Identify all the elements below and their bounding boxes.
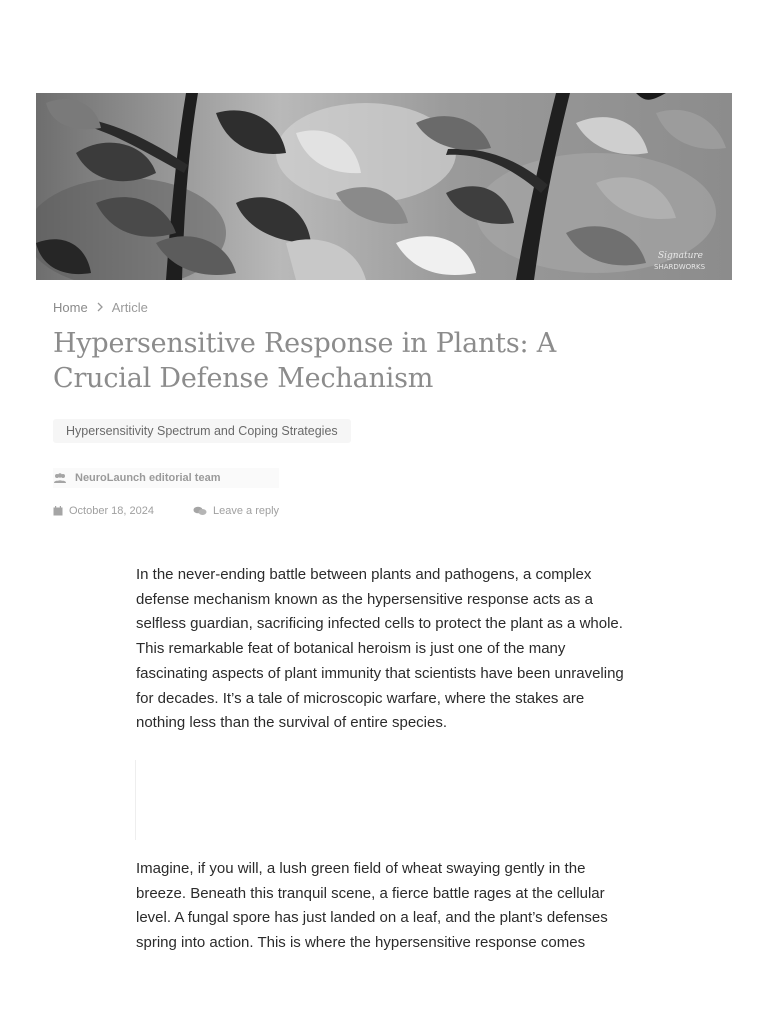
embedded-content-placeholder [135, 760, 136, 840]
author-byline [53, 468, 279, 488]
leave-reply-text[interactable]: Leave a reply [213, 505, 280, 517]
comments-icon [193, 506, 207, 516]
svg-text:Signature: Signature [658, 251, 704, 261]
article-paragraph [136, 563, 636, 736]
post-meta [53, 502, 279, 520]
leave-reply-link[interactable] [193, 505, 279, 517]
chevron-right-icon [93, 300, 107, 315]
author-name[interactable]: NeuroLaunch editorial team [75, 472, 221, 484]
breadcrumb [53, 298, 148, 316]
hero-image [36, 93, 732, 280]
category-tag[interactable]: Hypersensitivity Spectrum and Coping Strategies [53, 419, 351, 443]
post-date-text: October 18, 2024 [69, 505, 155, 517]
article-paragraph-text: In the never-ending battle between plants and pathogens, a complex defense mechanism known as the hypersensitive response acts as a selfless guardian, sacrificing infected cells to protect the plant as a whole. This remarkable feat of botanical heroism is just one of the many fascinating aspects of plant immunity that scientists have been unraveling for decades. It’s a tale of microscopic warfare, where the stakes are nothing less than the survival of entire species. [136, 566, 624, 732]
svg-text:SHARDWORKS: SHARDWORKS [654, 263, 706, 271]
article-paragraph [136, 857, 636, 956]
article-title: Hypersensitive Response in Plants: A Crucial Defense Mechanism [53, 328, 557, 394]
breadcrumb-current: Article [111, 299, 148, 315]
calendar-icon [53, 506, 63, 516]
article-paragraph-text: Imagine, if you will, a lush green field of wheat swaying gently in the breeze. Beneath this tranquil scene, a fierce battle rages at the cellular level. A fungal spore has just landed on a leaf, and the plant’s defenses spring into action. This is where the hypersensitive response comes [136, 860, 608, 952]
post-date [53, 505, 193, 517]
breadcrumb-home-link[interactable]: Home [53, 299, 88, 315]
users-icon [53, 473, 67, 483]
